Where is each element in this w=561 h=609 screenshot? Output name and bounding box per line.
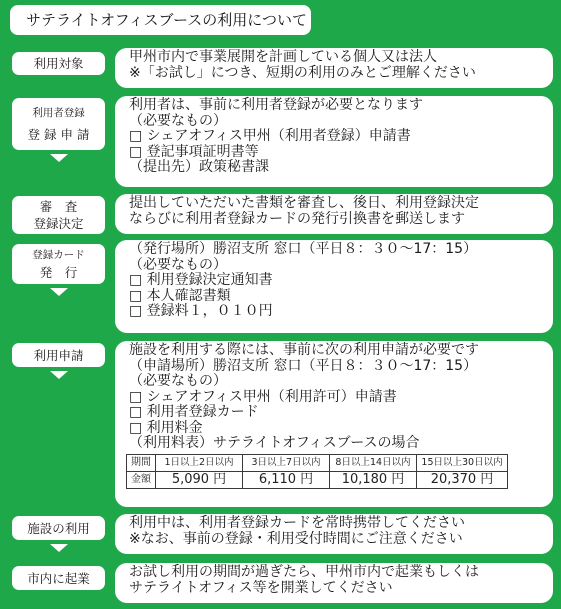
section-usage-application [115,341,553,507]
label-text: 審 査 [39,199,78,214]
label-text: 発 行 [39,265,78,280]
text-line: （提出先）政策秘書課 [129,159,269,175]
fee-row-header: 期間 [127,454,156,471]
section-facility-use [115,514,553,554]
checkbox-item: □ 利用登録決定通知書 [129,272,273,288]
section-target-users [115,48,553,88]
label-facility-use [12,516,105,540]
text-line: （発行場所）勝沼支所 窓口（平日８：３０～17：15） [129,241,478,257]
fee-amount-cell: 5,090 円 [156,471,243,488]
label-usage-application [12,343,105,367]
section-card-issuance [115,240,553,333]
checkbox-item: □ シェアオフィス甲州（利用許可）申請書 [129,388,397,405]
text-line: （必要なもの） [129,112,227,129]
label-card-issuance [12,244,105,284]
down-arrow-icon [50,288,68,296]
label-text: 市内に起業 [27,570,90,586]
label-text: 利用者登録 [32,107,85,119]
checkbox-item: □ シェアオフィス甲州（利用者登録）申請書 [129,128,411,144]
text-line: 提出していただいた書類を審査し、後日、利用登録決定 [129,195,479,211]
text-line: 施設を利用する際には、事前に次の利用申請が必要です [129,342,479,358]
checkbox-item: □ 登記事項証明書等 [129,143,259,160]
text-line: （必要なもの） [129,256,227,273]
section-registration-application [115,96,553,187]
label-text: 施設の利用 [27,520,90,536]
text-line: （申請場所）勝沼支所 窓口（平日８：３０～17：15） [129,357,478,374]
checkbox-item: □ 利用料金 [129,419,203,436]
fee-table [126,454,508,489]
fee-table-period-row [127,454,508,471]
fee-amount-cell: 20,370 円 [417,471,508,488]
text-line: サテライトオフィス等を開業してください [129,579,393,596]
page-title: サテライトオフィスブースの利用について [10,5,311,35]
checkbox-item: □ 登録料１，０１０円 [129,303,273,319]
fee-row-header: 金額 [127,471,156,488]
label-text: 登 録 申 請 [27,127,90,142]
down-arrow-icon [50,544,68,552]
text-line: ※「お試し」につき、短期の利用のみとご理解ください [129,64,476,81]
down-arrow-icon [50,154,68,162]
checkbox-item: □ 利用者登録カード [129,404,259,420]
label-text: 登録決定 [33,216,84,231]
text-line: （必要なもの） [129,373,227,389]
label-text: 登録カード [32,249,85,261]
fee-table-amount-row [127,471,508,488]
text-line: 利用中は、利用者登録カードを常時携帯してください [129,515,465,531]
text-line: （利用料表）サテライトオフィスブースの場合 [129,435,420,451]
section-review-decision [115,194,553,234]
checkbox-item: □ 本人確認書類 [129,287,231,304]
text-line: ならびに利用者登録カードの発行引換書を郵送します [129,210,465,227]
fee-period-cell: 3日以上7日以内 [243,454,330,471]
text-line: 甲州市内で事業展開を計画している個人又は法人 [129,49,437,65]
fee-period-cell: 15日以上30日以内 [417,454,508,471]
label-text: 利用対象 [33,56,84,71]
fee-amount-cell: 6,110 円 [243,471,330,488]
fee-amount-cell: 10,180 円 [330,471,417,488]
fee-period-cell: 8日以上14日以内 [330,454,417,471]
text-line: お試し利用の期間が過ぎたら、甲州市内で起業もしくは [129,564,479,580]
label-start-business [12,566,105,590]
label-text: 利用申請 [33,347,84,363]
text-line: ※なお、事前の登録・利用受付時間にご注意ください [129,530,463,547]
text-line: 利用者は、事前に利用者登録が必要となります [129,97,423,113]
label-target-users [12,52,105,75]
down-arrow-icon [50,371,68,379]
label-review-decision [12,196,105,234]
fee-period-cell: 1日以上2日以内 [156,454,243,471]
label-registration-application [12,98,105,150]
section-start-business [115,563,553,603]
